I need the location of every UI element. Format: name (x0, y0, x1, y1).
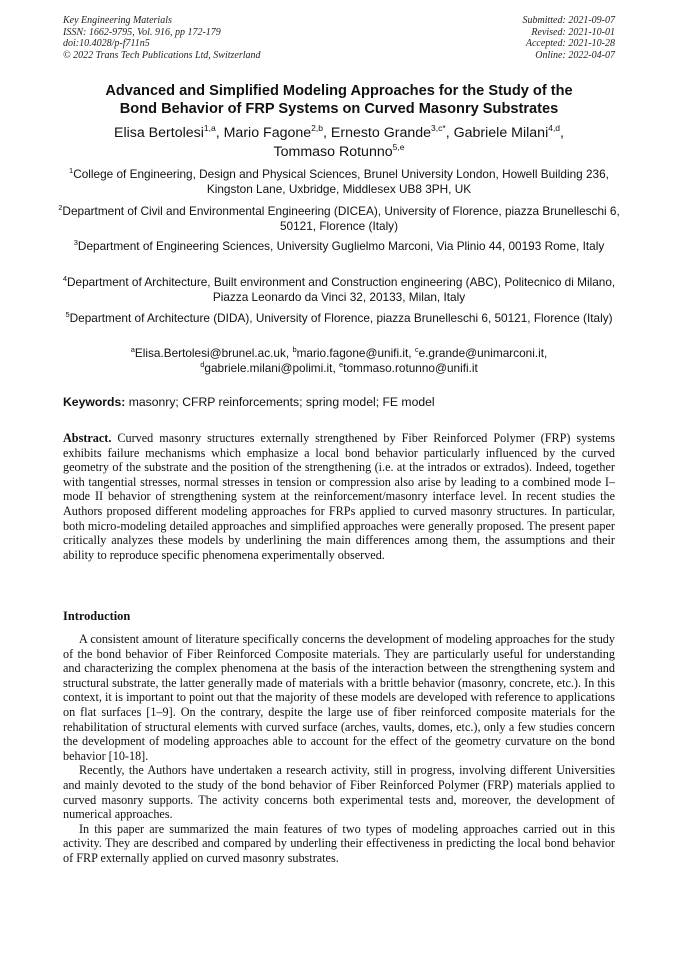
author-name: Mario Fagone (223, 125, 312, 141)
affiliation (55, 311, 623, 326)
email-mark: a (130, 345, 135, 354)
affiliation-number: 4 (62, 274, 67, 283)
keywords-text: masonry; CFRP reinforcements; spring model; FE model (125, 395, 435, 409)
affiliation-text: Department of Civil and Environmental Engineering (DICEA), University of Florence, piazza Brunelleschi 6, 50121, Florence (Italy) (62, 204, 620, 233)
email-mark: b (292, 345, 297, 354)
email-list (55, 346, 623, 376)
author-affiliation-mark: 2,b (311, 123, 323, 133)
author-name: Elisa Bertolesi (113, 125, 204, 141)
email-link[interactable]: e.grande@unimarconi.it (418, 346, 545, 360)
email-separator: , (332, 361, 339, 375)
online-date: Online: 2022-04-07 (535, 49, 615, 61)
title-line-2: Bond Behavior of FRP Systems on Curved Masonry Substrates (119, 101, 559, 117)
author-separator: , (445, 125, 454, 141)
revised-date: Revised: 2021-10-01 (531, 26, 615, 38)
abstract-label: Abstract. (63, 431, 112, 445)
email-link[interactable]: Elisa.Bertolesi@brunel.ac.uk (134, 346, 286, 360)
email-link[interactable]: tommaso.rotunno@unifi.it (343, 361, 478, 375)
email-separator: , (285, 346, 293, 360)
author-name: Tommaso Rotunno (273, 143, 393, 160)
paragraph: In this paper are summarized the main features of two types of modeling approaches carried out in this activity. They are described and compared by underling their effectiveness in predicting the local bond behavior of FRP externally applied on curved masonry substrates. (63, 821, 615, 865)
journal-name: Key Engineering Materials (63, 15, 172, 26)
introduction-body (63, 632, 615, 866)
affiliation-text: Department of Engineering Sciences, University Guglielmo Marconi, Via Plinio 44, 00193 Rome, Italy (77, 239, 605, 253)
email-link[interactable]: mario.fagone@unifi.it (296, 346, 409, 360)
affiliation (55, 275, 623, 305)
copyright: © 2022 Trans Tech Publications Ltd, Switzerland (63, 49, 261, 61)
accepted-date: Accepted: 2021-10-28 (525, 38, 615, 50)
author-name: Ernesto Grande (330, 125, 432, 141)
affiliation-number: 2 (58, 203, 63, 212)
abstract (63, 431, 615, 562)
affiliation-number: 3 (73, 238, 78, 247)
email-separator: , (408, 346, 415, 360)
email-mark: d (200, 360, 205, 369)
journal-info (63, 15, 261, 61)
title-line-1: Advanced and Simplified Modeling Approaches for the Study of the (105, 83, 573, 99)
issn: ISSN: 1662-9795, Vol. 916, pp 172-179 (63, 26, 221, 38)
paper-title (40, 82, 638, 118)
publication-dates (523, 15, 616, 61)
paragraph: A consistent amount of literature specifically concerns the development of modeling approaches for the study of the bond behavior of Fiber Reinforced Composite materials. They are particularly useful for understanding and characterizing the complex phenomena at the basis of the interaction between the strengthening system and structural substrate, the latter generally made of materials with a brittle behavior (masonry, concrete, etc.). In this context, it is important to point out that the majority of these models are developed with reference to applications on flat surfaces [1–9]. On the contrary, despite the large use of fiber reinforced composite materials for the rehabilitation of structural elements with curved surface (arches, vaults, domes, etc.), only a few studies concern the development of modeling approaches able to account for the effect of the geometry curvature on the bond behavior [10-18]. (63, 632, 615, 763)
email-mark: e (339, 360, 344, 369)
affiliation (55, 239, 623, 254)
abstract-text: Curved masonry structures externally strengthened by Fiber Reinforced Polymer (FRP) systems exhibits failure mechanisms which emphasize a local bond behavior particularly influenced by the curved geometry of the substrate and the position of the strengthening (i.e. at the intrados or extrados). Indeed, together with tangential stresses, normal stresses in tension or compression also arise by leading to a combined mode I–mode II behavior of strengthening system at the reinforcement/masonry interface level. In recent studies the Authors proposed different modeling approaches for FRPs applied to curved masonry structures. In particular, both micro-modeling detailed approaches and simplified approaches were generally proposed. The present paper critically analyzes these models by underlining the main differences among them, the assumptions and their ability to reproduce specific phenomena experimentally observed. (63, 431, 615, 562)
affiliation-number: 5 (65, 310, 70, 319)
email-mark: c (414, 345, 419, 354)
author-list (40, 124, 638, 161)
affiliation-text: Department of Architecture, Built environment and Construction engineering (ABC), Politecnico di Milano, Piazza Leonardo da Vinci 32, 20133, Milan, Italy (66, 275, 616, 304)
author-separator: , (560, 125, 564, 141)
author-separator: , (215, 125, 224, 141)
doi: doi:10.4028/p-f711n5 (63, 38, 150, 50)
author-affiliation-mark: 5,e (392, 141, 405, 152)
affiliation (55, 204, 623, 234)
author-separator: , (322, 125, 331, 141)
author-affiliation-mark: 4,d (548, 123, 561, 133)
email-separator: , (544, 346, 548, 360)
affiliation-text: Department of Architecture (DIDA), University of Florence, piazza Brunelleschi 6, 50121, Florence (Italy) (69, 311, 613, 325)
submitted-date: Submitted: 2021-09-07 (522, 15, 615, 26)
affiliation (55, 167, 623, 197)
email-link[interactable]: gabriele.milani@polimi.it (204, 361, 333, 375)
author-affiliation-mark: 1,a (203, 123, 216, 133)
author-affiliation-mark: 3,c* (431, 123, 446, 133)
section-heading: Introduction (63, 609, 131, 623)
author-name: Gabriele Milani (453, 125, 549, 141)
keywords (63, 395, 435, 409)
paragraph: Recently, the Authors have undertaken a research activity, still in progress, involving different Universities and mainly devoted to the study of the bond behavior of Fiber Reinforced Polymer (FRP) materials applied to curved masonry supports. The activity concerns both experimental tests and, moreover, the development of numerical approaches. (63, 763, 615, 822)
affiliation-number: 1 (69, 166, 74, 175)
keywords-label: Keywords: (63, 395, 126, 409)
affiliation-text: College of Engineering, Design and Physical Sciences, Brunel University London, Howell Building 236, Kingston Lane, Uxbridge, Middlesex UB8 3PH, UK (73, 167, 609, 196)
